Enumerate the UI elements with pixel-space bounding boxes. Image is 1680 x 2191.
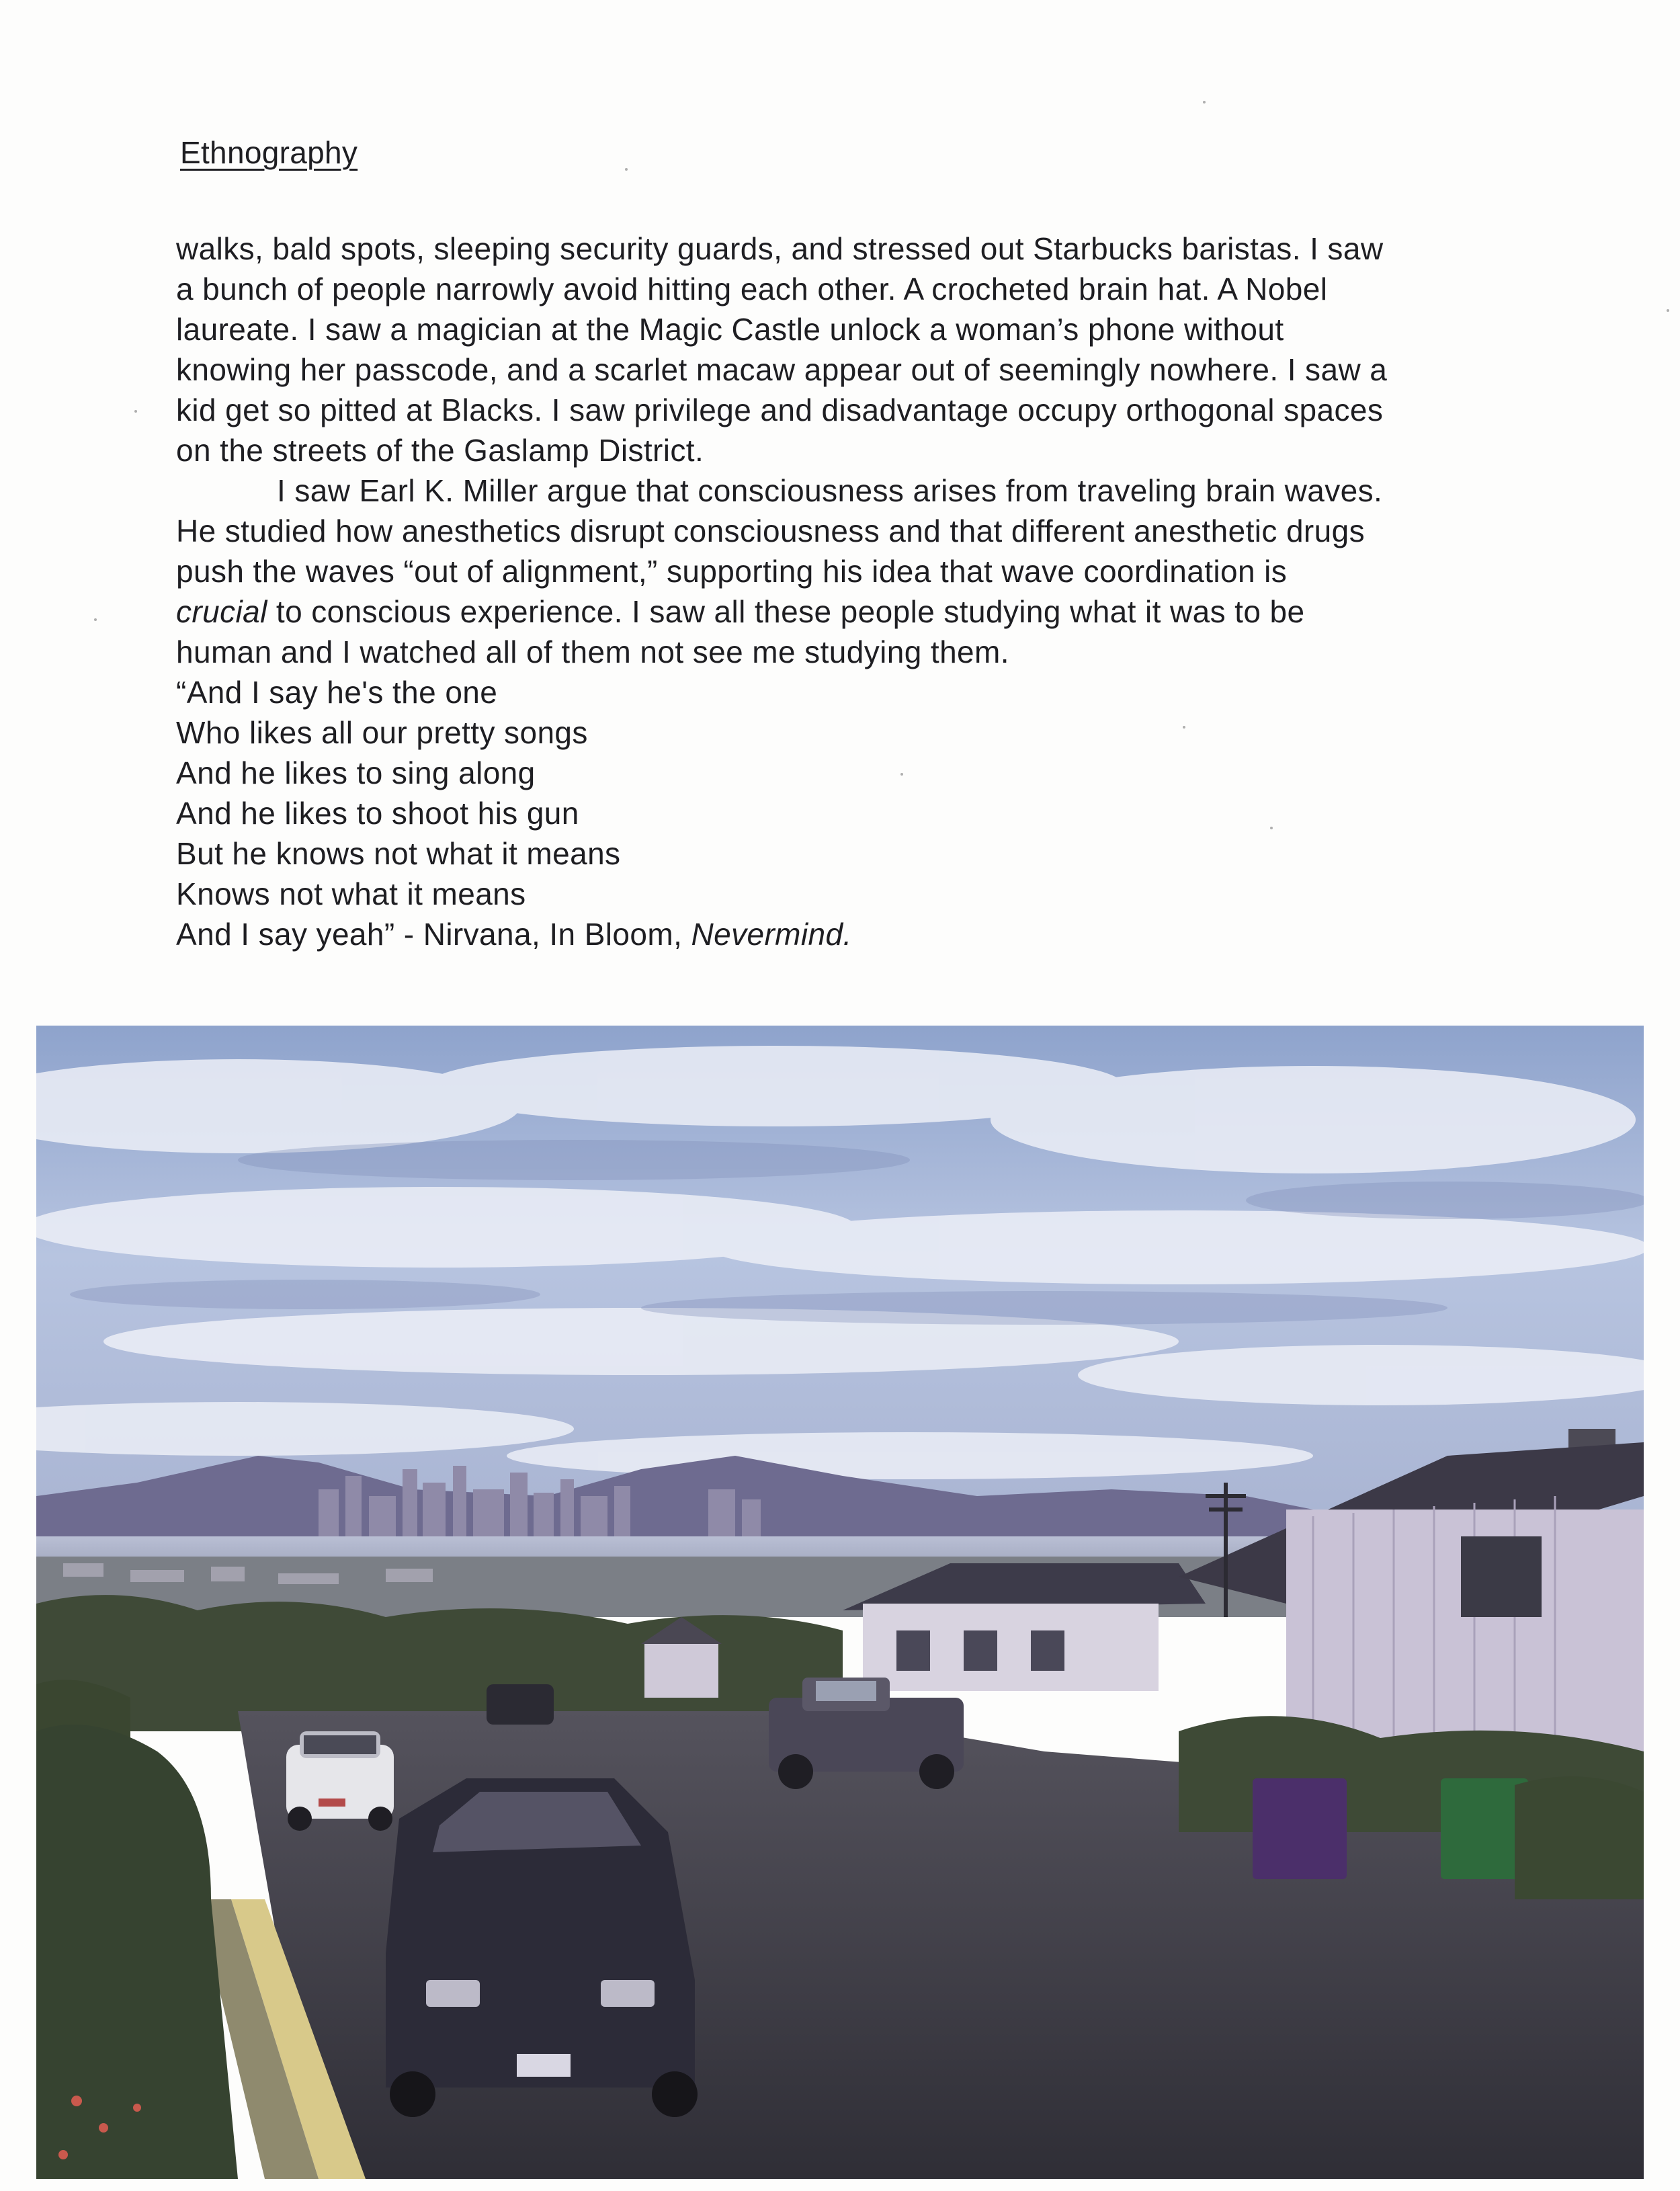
paragraph-2-line-rest: to conscious experience. I saw all these people studying what it was to be — [267, 594, 1305, 629]
paragraph-1-line: knowing her passcode, and a scarlet macaw appear out of seemingly nowhere. I saw a — [176, 352, 1388, 387]
quote-line: Knows not what it means — [176, 876, 526, 911]
quote-line: And he likes to shoot his gun — [176, 796, 579, 831]
distant-car — [487, 1684, 554, 1725]
quote-line: And he likes to sing along — [176, 755, 536, 790]
scan-speck — [134, 410, 137, 413]
quote-line: But he knows not what it means — [176, 836, 621, 871]
paragraph-2-line: human and I watched all of them not see me studying them. — [176, 634, 1009, 669]
foliage-midground — [36, 1595, 843, 1731]
scan-speck — [625, 168, 628, 171]
paragraph-1-line: on the streets of the Gaslamp District. — [176, 433, 704, 468]
foreground-car — [386, 1778, 698, 2117]
paragraph-2-line: He studied how anesthetics disrupt consciousness and that different anesthetic drugs — [176, 513, 1366, 548]
paragraph-1-line: laureate. I saw a magician at the Magic Castle unlock a woman’s phone without — [176, 312, 1284, 347]
paragraph-2-line: I saw Earl K. Miller argue that consciousness arises from traveling brain waves. — [277, 473, 1383, 508]
quote-line: “And I say he's the one — [176, 675, 498, 710]
white-suv — [286, 1731, 394, 1831]
page-heading: Ethnography — [180, 135, 358, 170]
scan-speck — [1667, 309, 1669, 312]
paragraph-1-line: kid get so pitted at Blacks. I saw privilege and disadvantage occupy orthogonal spaces — [176, 392, 1384, 427]
scan-speck — [94, 618, 97, 621]
quote-attribution-line — [176, 914, 1520, 954]
bushes-right — [1515, 1776, 1644, 1899]
street-photo — [36, 1026, 1644, 2179]
paragraph-2-line: push the waves “out of alignment,” supporting his idea that wave coordination is — [176, 554, 1288, 589]
quote-attribution: And I say yeah” - Nirvana, In Bloom, — [176, 917, 691, 952]
paragraph-1-line: a bunch of people narrowly avoid hitting each other. A crocheted brain hat. A Nobel — [176, 272, 1328, 306]
body-text — [176, 229, 1520, 954]
quote-line: Who likes all our pretty songs — [176, 715, 588, 750]
paragraph-1-line: walks, bald spots, sleeping security guards, and stressed out Starbucks baristas. I saw — [176, 231, 1384, 266]
album-title: Nevermind. — [691, 917, 852, 952]
emphasis-crucial: crucial — [176, 594, 267, 629]
paragraph-2-line — [176, 591, 1520, 632]
scan-speck — [1203, 101, 1206, 104]
